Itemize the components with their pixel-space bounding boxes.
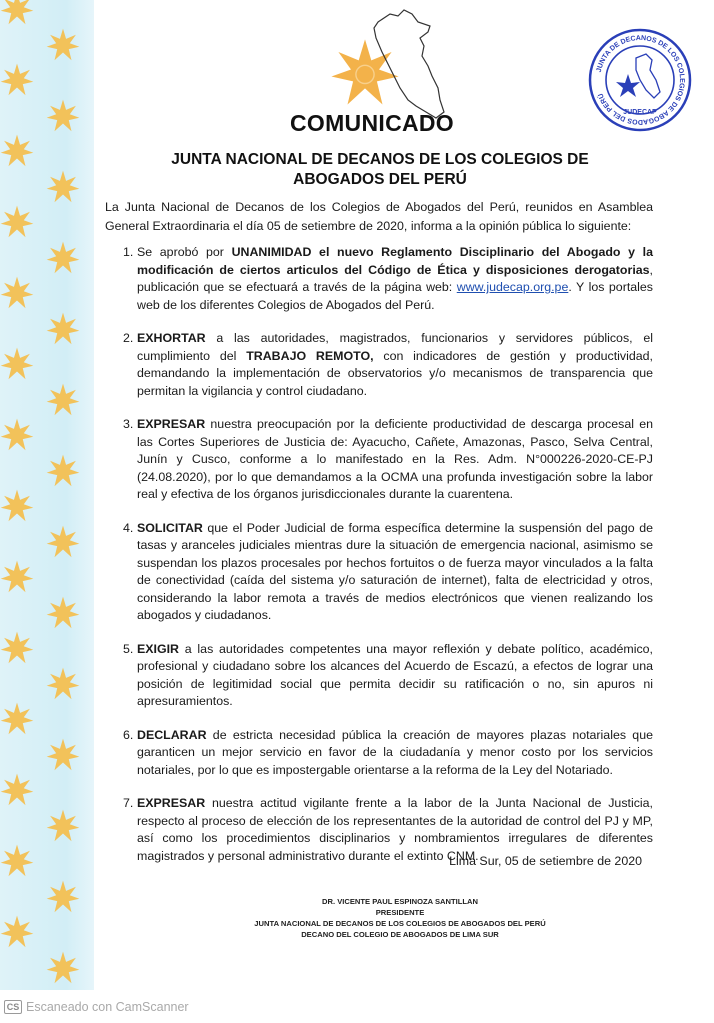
page-subtitle [140,150,620,190]
star-icon [0,418,34,452]
item-number: 1. [123,245,134,259]
star-icon [46,738,80,772]
star-icon [46,170,80,204]
intro-paragraph: La Junta Nacional de Decanos de los Colegios de Abogados del Perú, reunidos en Asamblea General Extraordinaria el día 05 de setiembre de 2020, informa a la opinión pública lo siguiente: [105,200,653,233]
star-icon [46,241,80,275]
star-icon [0,347,34,381]
star-icon [0,489,34,523]
subtitle-line-2: ABOGADOS DEL PERÚ [293,171,467,188]
svg-text:JUDECAP: JUDECAP [623,109,657,116]
item-bold-text: EXPRESAR [137,417,206,431]
list-item [105,330,653,400]
signer-dean-title: DECANO DEL COLEGIO DE ABOGADOS DE LIMA SUR [301,930,499,939]
camscanner-watermark [4,1000,189,1014]
signer-organization: JUNTA NACIONAL DE DECANOS DE LOS COLEGIOS DE ABOGADOS DEL PERÚ [254,919,546,928]
item-text: Se aprobó por [137,245,232,259]
star-icon [0,844,34,878]
item-number: 4. [123,520,134,535]
item-text: con indicadores de gestión y productividad, demandando la implementación de observatorios y/o mecanismos de transparencia que permitan la vigilancia y control ciudadano. [137,348,653,398]
star-icon [0,631,34,665]
star-icon [46,809,80,843]
star-icon [0,915,34,949]
item-text: nuestra preocupación por la deficiente productividad de descarga procesal en las Cortes Superiores de Justicia de: Ayacucho, Cañete, Amazonas, Pasco, Selva Central, Junín y Cusco, conforme a lo manifestado en la Res. Adm. N°000226-2020-CE-PJ (24.08.2020), por lo que demandamos a la OCMA una profunda investigación sobre la labor real y efectiva de los órganos jurisdiccionales durante la cuarentena. [137,417,653,501]
item-text: que el Poder Judicial de forma específica determine la suspensión del pago de tasas y aranceles judiciales mientras dure la situación de emergencia nacional, asimismo se suspendan los plazos procesales por hechos fortuitos o de fuerza mayor vinculados a la falta de conectividad (caída del sistema y/o saturación de internet), falta de electricidad y otros, considerando la labor remota a través de medios electrónicos que vienen realizando los abogados y ciudadanos. [137,520,653,622]
signer-role: PRESIDENTE [375,908,425,917]
star-icon [46,667,80,701]
item-number: 7. [123,796,134,810]
judecap-website-link[interactable]: www.judecap.org.pe [456,280,569,294]
list-item [105,641,653,711]
item-bold-text: EXPRESAR [137,796,206,810]
item-bold-text: EXHORTAR [137,331,206,345]
item-text: , publicación que se efectuará a través de la página web: [137,262,653,294]
star-icon [46,951,80,985]
star-icon [46,596,80,630]
list-item [105,244,653,314]
item-text: . Y los portales web de los diferentes Colegios de Abogados del Perú. [137,280,653,312]
item-bold-text: SOLICITAR [137,520,203,535]
item-number: 2. [123,331,134,345]
star-icon [46,312,80,346]
item-bold-text: DECLARAR [137,727,207,742]
star-icon [0,702,34,736]
item-text: a las autoridades, magistrados, funcionarios y servidores públicos, el cumplimiento del [137,331,653,363]
item-number: 5. [123,641,134,656]
star-icon [46,525,80,559]
star-icon [46,28,80,62]
item-number: 3. [123,417,134,431]
camscanner-logo-icon: CS [4,1000,22,1014]
item-number: 6. [123,727,134,742]
signature-block [200,896,600,940]
resolutions-list [105,244,653,881]
star-icon [0,560,34,594]
star-icon [46,454,80,488]
list-item [105,416,653,504]
svg-text:JUNTA DE DECANOS DE LOS COLEGI: JUNTA DE DECANOS DE LOS COLEGIOS DE ABOGADOS DEL PERÚ [595,34,686,126]
star-icon [0,63,34,97]
item-bold-text: UNANIMIDAD el nuevo Reglamento Disciplinario del Abogado y la modificación de ciertos articulos del Código de Ética y disposiciones derogatorias [137,245,653,277]
star-icon [0,276,34,310]
star-icon [0,773,34,807]
peru-map-outline [368,8,446,120]
camscanner-text: Escaneado con CamScanner [26,1000,189,1014]
list-item [105,727,653,780]
star-icon [0,0,34,26]
subtitle-line-1: JUNTA NACIONAL DE DECANOS DE LOS COLEGIOS DE [171,151,589,168]
decorative-star-border [0,0,94,990]
item-bold-text: EXIGIR [137,641,179,656]
star-icon [0,205,34,239]
star-icon [46,383,80,417]
page-title: COMUNICADO [290,110,454,136]
item-text: a las autoridades competentes una mayor reflexión y debate político, académico, profesional y ciudadano sobre los alcances del Acuerdo de Escazú, a efectos de lograr una posición de legitimidad social que permita decidir su ratificación o no, sin apuros ni apresuramientos. [137,641,653,708]
document-date: Lima Sur, 05 de setiembre de 2020 [449,854,642,868]
item-text: de estricta necesidad pública la creación de mayores plazas notariales que garanticen un mejor servicio en favor de la ciudadanía y menor costo por los servicios notariales, por lo que es impostergable orientarse a la reforma de la Ley del Notariado. [137,727,653,777]
signer-name: DR. VICENTE PAUL ESPINOZA SANTILLAN [322,897,478,906]
item-bold-text: TRABAJO REMOTO, [246,348,374,363]
list-item [105,520,653,625]
item-text: nuestra actitud vigilante frente a la labor de la Junta Nacional de Justicia, respecto al proceso de elección de los representantes de la autoridad de control del PJ y MP, así como los procedimientos disciplinarios y nombramientos irregulares de diferentes magistrados y personal administrativo durante el extinto CNM. [137,796,653,863]
star-icon [46,880,80,914]
star-icon [0,134,34,168]
